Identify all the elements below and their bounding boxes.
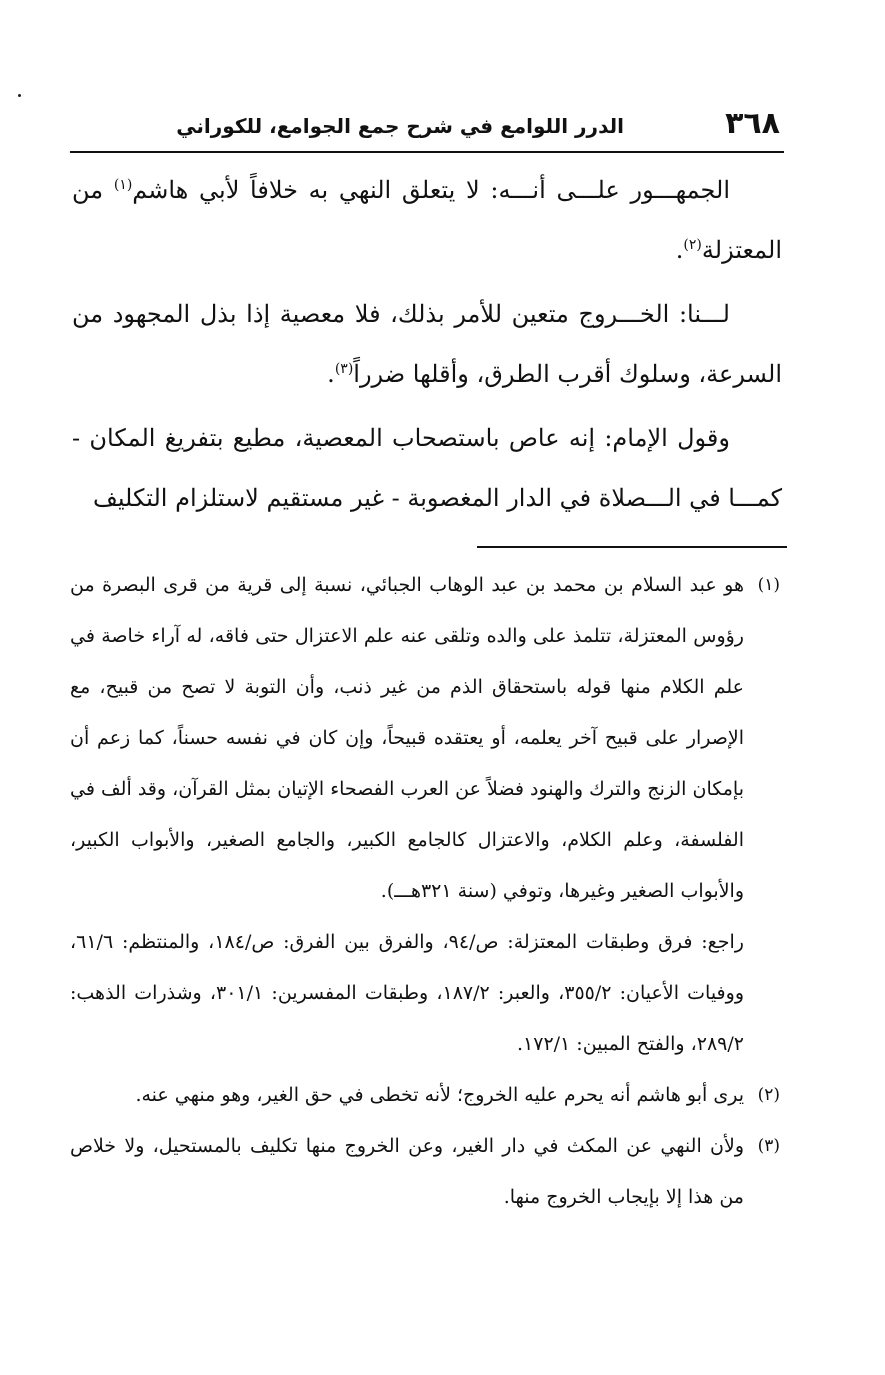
text-run: لـــنا: الخـــروج متعين للأمر بذلك، فلا معصية إذا بذل المجهود من السرعة، وسلوك أقرب الطرق، وأقلها ضرراً	[72, 300, 782, 388]
running-title: الدرر اللوامع في شرح جمع الجوامع، للكوراني	[176, 114, 624, 138]
footnote-ref-3: (٣)	[334, 361, 354, 377]
header-rule	[70, 151, 784, 153]
footnotes	[70, 560, 780, 1223]
paragraph-3: وقول الإمام: إنه عاص باستصحاب المعصية، مطيع بتفريغ المكان - كمـــا في الـــصلاة في الدار المغصوبة - غير مستقيم لاستلزام التكليف	[72, 424, 782, 512]
footnote-text: هو عبد السلام بن محمد بن عبد الوهاب الجبائي، نسبة إلى قرية من قرى البصرة من رؤوس المعتزلة، تتلمذ على والده وتلقى عنه علم الاعتزال حتى فاقه، له آراء خاصة في علم الكلام منها قوله باستحقاق الذم من غير ذنب، وأن التوبة لا تصح من قبيح، مع الإصرار على قبيح آخر يعلمه، أو يعتقده قبيحاً، وإن كان في نفسه حسناً، كما زعم أن بإمكان الزنج والترك والهنود فضلاً عن العرب الفصحاء الإتيان بمثل القرآن، وقد ألف في الفلسفة، وعلم الكلام، والاعتزال كالجامع الكبير، والجامع الصغير، والأبواب الكبير، والأبواب الصغير وغيرها، وتوفي (سنة ٣٢١هـــ).	[70, 574, 744, 902]
paragraph-1	[72, 160, 782, 280]
scan-speck	[18, 94, 21, 97]
text-run: .	[327, 360, 335, 388]
footnote-1	[70, 560, 780, 917]
footnote-number: (٢)	[757, 1085, 780, 1105]
footnote-1-references: راجع: فرق وطبقات المعتزلة: ص/٩٤، والفرق بين الفرق: ص/١٨٤، والمنتظم: ٦١/٦، ووفيات الأعيان: ٣٥٥/٢، والعبر: ١٨٧/٢، وطبقات المفسرين: ٣٠١/١، وشذرات الذهب: ٢٨٩/٢، والفتح المبين: ١٧٢/١.	[70, 931, 744, 1055]
page-number: ٣٦٨	[725, 106, 780, 141]
footnote-3	[70, 1121, 780, 1223]
footnote-2	[70, 1070, 780, 1121]
footnote-number: (٣)	[757, 1136, 780, 1156]
page-header	[70, 104, 784, 148]
text-run: الجمهـــور علـــى أنـــه: لا يتعلق النهي به خلافاً لأبي هاشم	[132, 176, 730, 204]
footnote-number: (١)	[757, 575, 780, 595]
footnote-separator	[477, 546, 787, 548]
text-run: من المعتزلة	[72, 176, 782, 264]
footnote-text: ولأن النهي عن المكث في دار الغير، وعن الخروج منها تكليف بالمستحيل، ولا خلاص من هذا إلا بإيجاب الخروج منها.	[70, 1135, 744, 1208]
text-run: .	[675, 236, 684, 264]
footnote-text: يرى أبو هاشم أنه يحرم عليه الخروج؛ لأنه تخطى في حق الغير، وهو منهي عنه.	[135, 1084, 744, 1106]
main-text	[72, 160, 782, 532]
footnote-ref-2: (٢)	[683, 237, 702, 253]
paragraph-2	[72, 284, 782, 404]
footnote-ref-1: (١)	[113, 177, 133, 193]
